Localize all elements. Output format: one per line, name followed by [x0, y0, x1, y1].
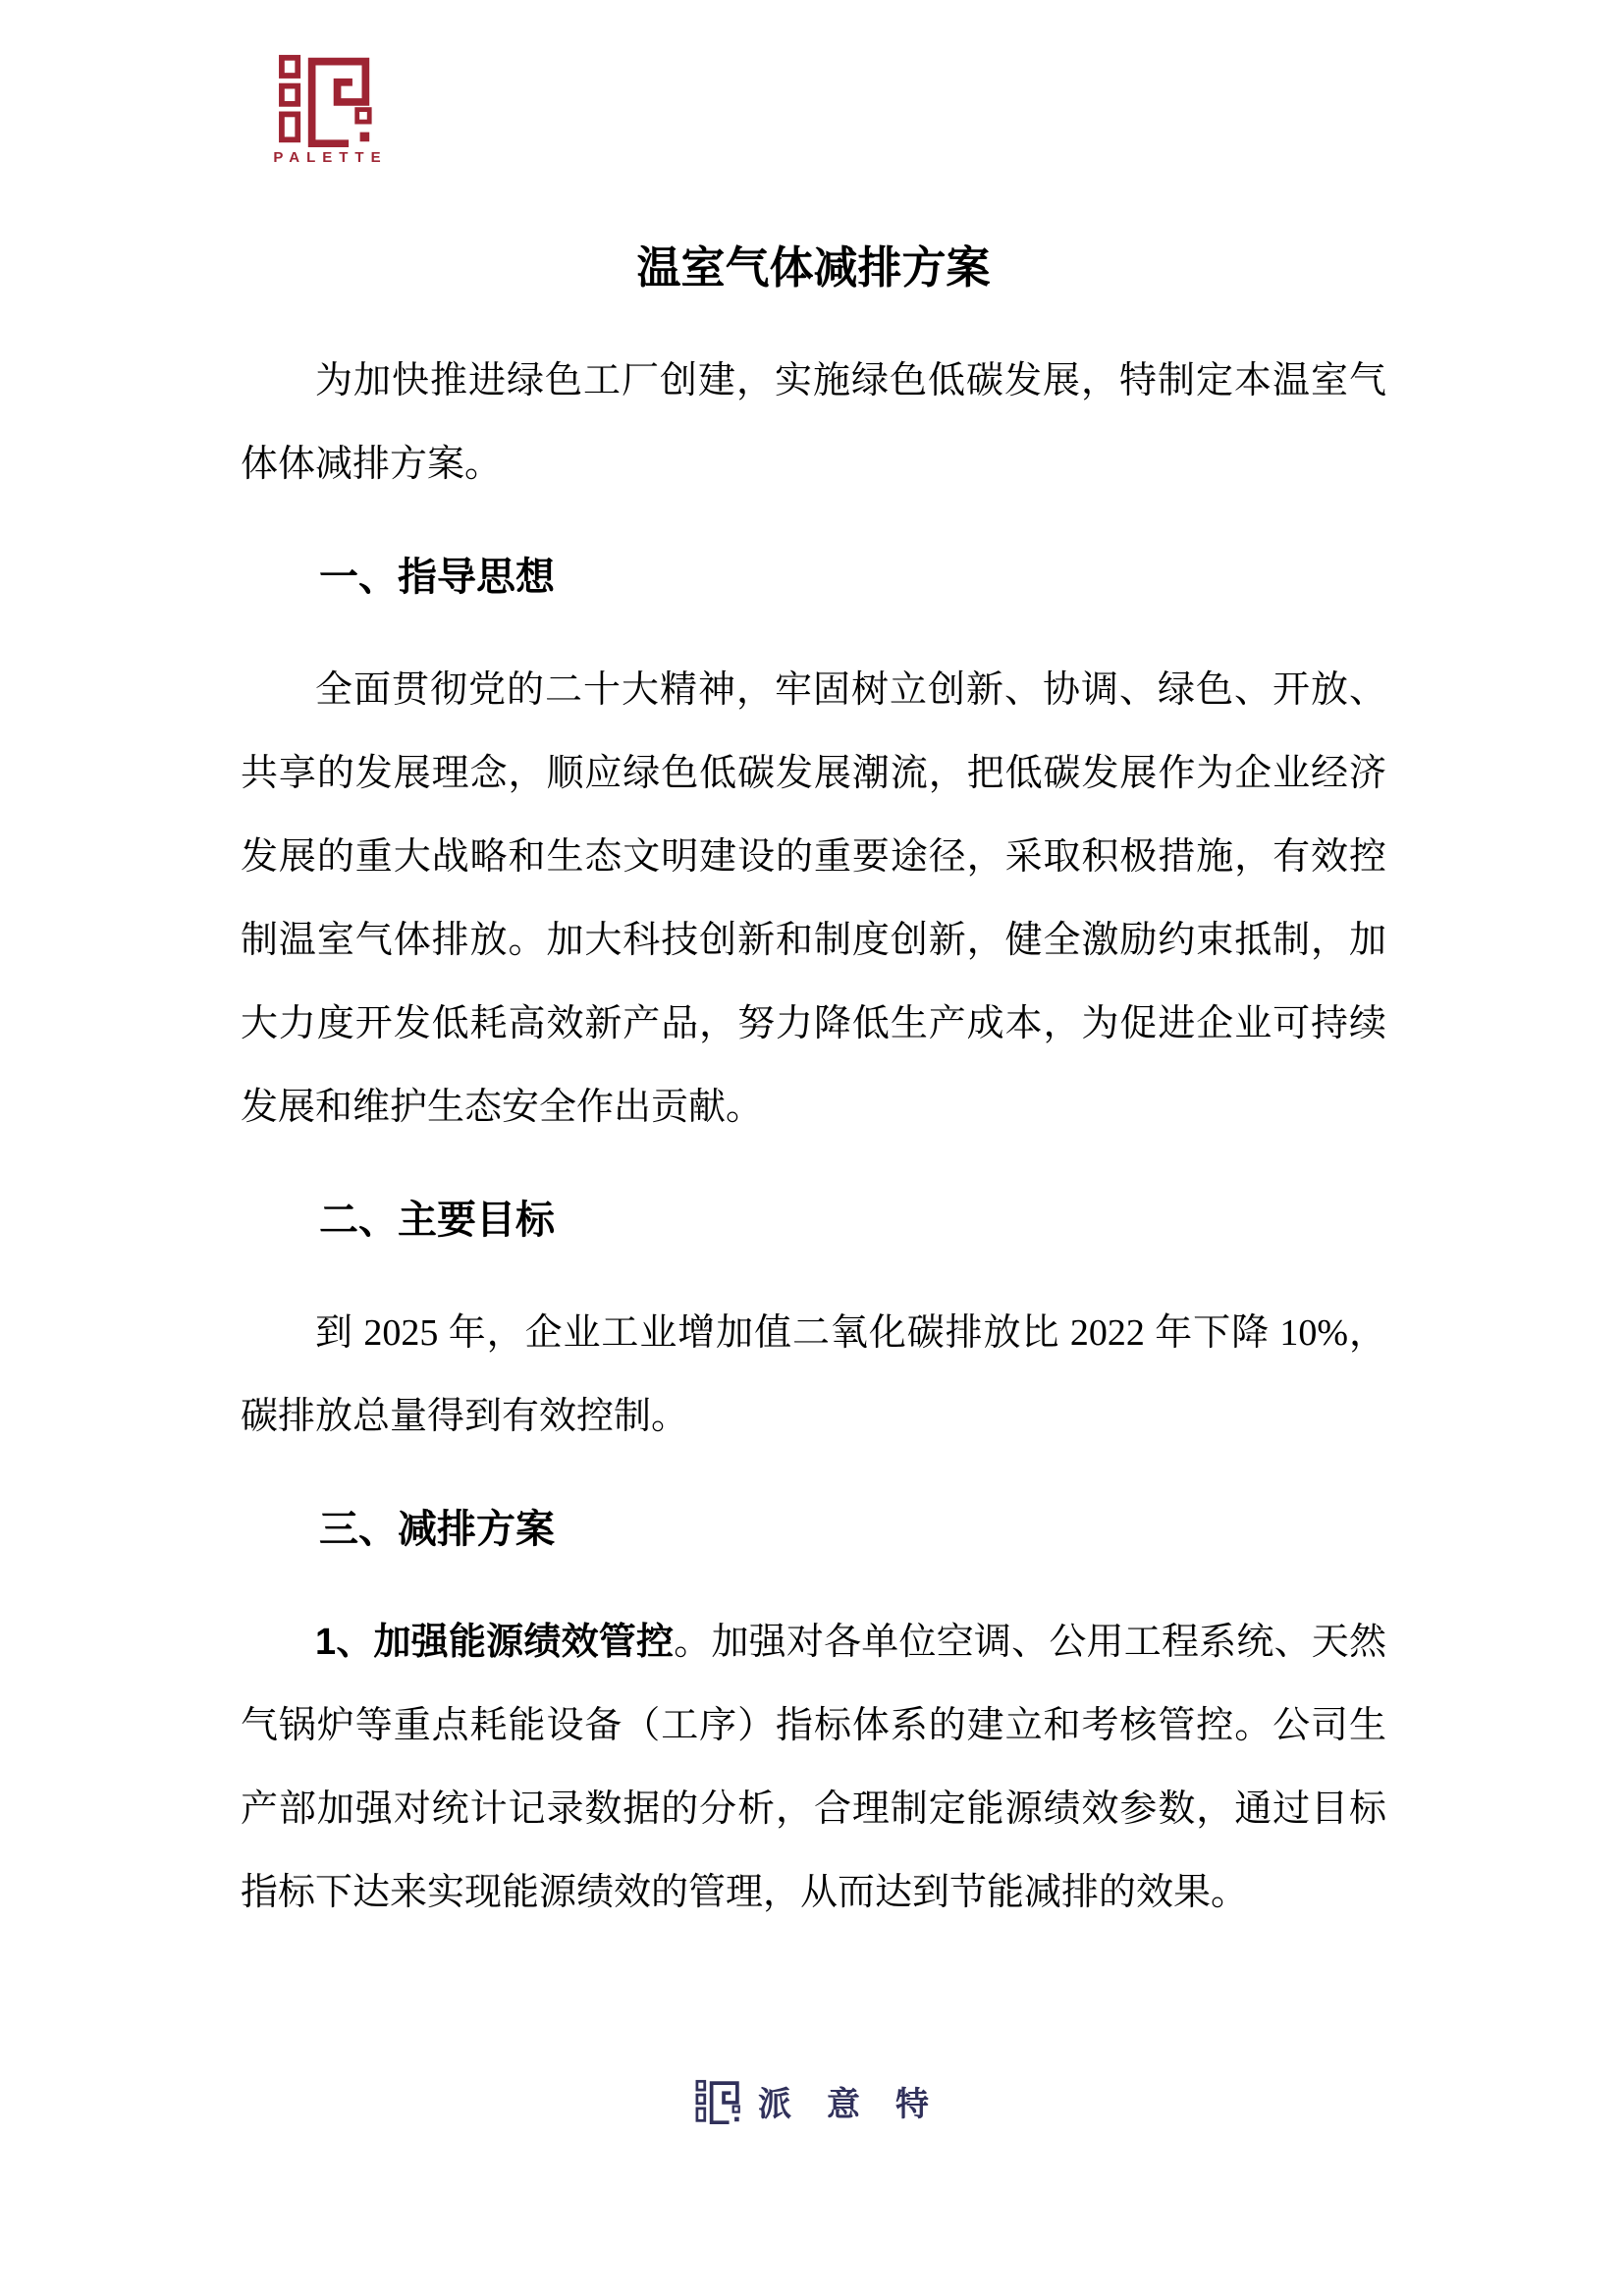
company-logo — [263, 53, 391, 166]
palette-logo-mark-icon — [267, 53, 387, 147]
document-page — [241, 227, 1386, 1964]
measure-1-body: 。加强对各单位空调、公用工程系统、天然气锅炉等重点耗能设备（工序）指标体系的建立和考核管控。公司生产部加强对统计记录数据的分析，合理制定能源绩效参数，通过目标指标下达来实现能源绩效的管理，从而达到节能减排的效果。 — [241, 1622, 1386, 1913]
section-heading-3: 三、减排方案 — [319, 1508, 555, 1551]
footer-brand — [0, 2077, 1624, 2125]
section-2-body: 到 2025 年，企业工业增加值二氧化碳排放比 2022 年下降 10%，碳排放总量得到有效控制。 — [241, 1312, 1386, 1437]
footer-wordmark: 派意特 — [758, 2086, 964, 2123]
section-1-body: 全面贯彻党的二十大精神，牢固树立创新、协调、绿色、开放、共享的发展理念，顺应绿色低碳发展潮流，把低碳发展作为企业经济发展的重大战略和生态文明建设的重要途径，采取积极措施，有效控制温室气体排放。加大科技创新和制度创新，健全激励约束抵制，加大力度开发低耗高效新产品，努力降低生产成本，为促进企业可持续发展和维护生态安全作出贡献。 — [241, 669, 1386, 1128]
paiyite-logo-mark-icon — [695, 2079, 742, 2124]
document-title: 温室气体减排方案 — [636, 243, 991, 293]
logo-wordmark: PALETTE — [273, 149, 388, 166]
measure-1-lead: 1、加强能源绩效管控 — [315, 1622, 675, 1663]
section-heading-1: 一、指导思想 — [319, 556, 555, 599]
measure-1-paragraph — [241, 1601, 1386, 1935]
section-heading-2: 二、主要目标 — [319, 1199, 555, 1242]
intro-paragraph: 为加快推进绿色工厂创建，实施绿色低碳发展，特制定本温室气体体减排方案。 — [241, 360, 1386, 485]
